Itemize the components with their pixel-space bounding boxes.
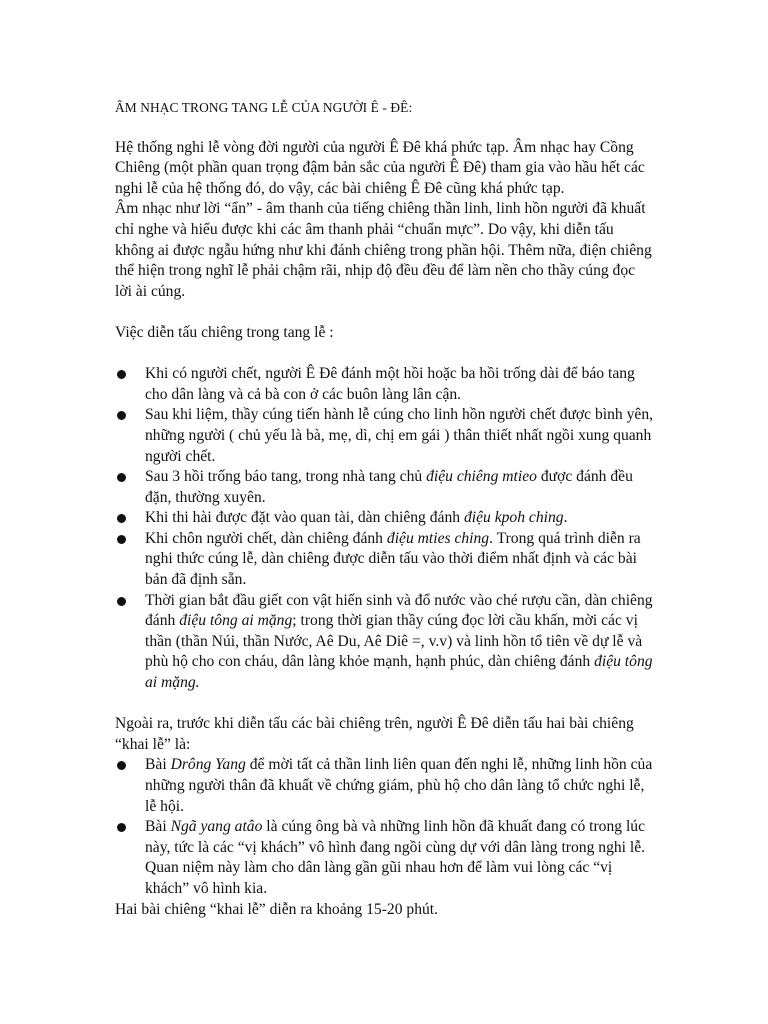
gong-melody-name: điệu tông ai mặng.: [145, 653, 653, 692]
intro-paragraph-2: Âm nhạc như lời “ẩn” - âm thanh của tiếng chiêng thần linh, linh hồn người đã khuất chỉ nghe và hiểu được khi các âm thanh phải “chuẩn mực”. Do vậy, khi diễn tấu không ai được ngẫu hứng như khi đánh chiêng trong phần hội. Thêm nữa, điện chiêng thể hiện trong nghĩ lễ phải chậm rãi, nhịp độ đều đều để làm nền cho thầy cúng đọc lời ài cúng.: [115, 200, 652, 300]
gong-melody-name: điệu chiêng mtieo: [426, 468, 537, 486]
list-item: Khi chôn người chết, dàn chiêng đánh điệu mties ching. Trong quá trình diễn ra nghi thức cúng lễ, dàn chiêng được diễn tấu vào thời điểm nhất định và các bài bản đã định sẵn.: [115, 529, 655, 591]
gong-piece-name: Ngã yang atâo: [170, 818, 263, 836]
opening-gong-list: [115, 755, 655, 899]
closing-sentence: Hai bài chiêng “khai lễ” diễn ra khoảng 15-20 phút.: [115, 900, 439, 918]
section-intro-opening: Ngoài ra, trước khi diễn tấu các bài chiêng trên, người Ê Đê diễn tấu hai bài chiêng “khai lễ” là:: [115, 715, 634, 753]
gong-melody-name: điệu tông ai mặng: [179, 612, 293, 630]
list-item: Bài Drông Yang để mời tất cả thần linh liên quan đến nghi lễ, những linh hồn của những người thân đã khuất về chứng giám, phù hộ cho dân làng tổ chức nghi lễ, lễ hội.: [115, 755, 655, 817]
document-page: [115, 98, 655, 920]
bullet-icon: [117, 473, 126, 482]
bullet-icon: [117, 411, 126, 420]
bullet-icon: [117, 761, 126, 770]
bullet-icon: [117, 514, 126, 523]
list-item: Sau 3 hồi trống báo tang, trong nhà tang chủ điệu chiêng mtieo được đánh đều đặn, thường xuyên.: [115, 467, 655, 508]
bullet-icon: [117, 597, 126, 606]
document-title: ÂM NHẠC TRONG TANG LỄ CỦA NGƯỜI Ê - ĐÊ:: [115, 100, 413, 115]
gong-melody-name: điệu mties ching: [386, 529, 490, 547]
gong-piece-name: Drông Yang: [170, 756, 246, 774]
list-item: Khi có người chết, người Ê Đê đánh một hồi hoặc ba hồi trống dài để báo tang cho dân làng và cả bà con ở các buôn làng lân cận.: [115, 364, 655, 405]
intro-paragraph-1: Hệ thống nghi lễ vòng đời người của người Ê Đê khá phức tạp. Âm nhạc hay Cồng Chiêng (một phần quan trọng đậm bản sắc của người Ê Đê) tham gia vào hầu hết các nghi lễ của hệ thống đó, do vậy, các bài chiêng Ê Đê cũng khá phức tạp.: [115, 138, 645, 197]
bullet-icon: [117, 535, 126, 544]
paragraph-spacer: [115, 344, 655, 365]
gong-melody-name: điệu kpoh ching: [463, 509, 564, 527]
list-item: Bài Ngã yang atâo là cúng ông bà và những linh hồn đã khuất đang có trong lúc này, tức là các “vị khách” vô hình đang ngồi cùng dự với dân làng trong nghi lễ. Quan niệm này làm cho dân làng gần gũi nhau hơn để làm vui lòng các “vị khách” vô hình kia.: [115, 817, 655, 899]
list-item: Sau khi liệm, thầy cúng tiến hành lễ cúng cho linh hồn người chết được bình yên, những người ( chủ yếu là bà, mẹ, dì, chị em gái ) thân thiết nhất ngồi xung quanh người chết.: [115, 405, 655, 467]
paragraph-spacer: [115, 302, 655, 323]
paragraph-spacer: [115, 694, 655, 715]
section-heading-funeral: Việc diễn tấu chiêng trong tang lễ :: [115, 323, 334, 341]
funeral-gong-list: [115, 364, 655, 694]
bullet-icon: [117, 370, 126, 379]
list-item: Thời gian bắt đầu giết con vật hiến sinh và đổ nước vào ché rượu cần, dàn chiêng đánh điệu tông ai mặng; trong thời gian thầy cúng đọc lời cầu khấn, mời các vị thần (thần Núi, thần Nước, Aê Du, Aê Diê =, v.v) và linh hồn tổ tiên về dự lễ và phù hộ cho con cháu, dân làng khỏe mạnh, hạnh phúc, dàn chiêng đánh điệu tông ai mặng.: [115, 591, 655, 694]
bullet-icon: [117, 823, 126, 832]
list-item: Khi thi hài được đặt vào quan tài, dàn chiêng đánh điệu kpoh ching.: [115, 508, 655, 529]
